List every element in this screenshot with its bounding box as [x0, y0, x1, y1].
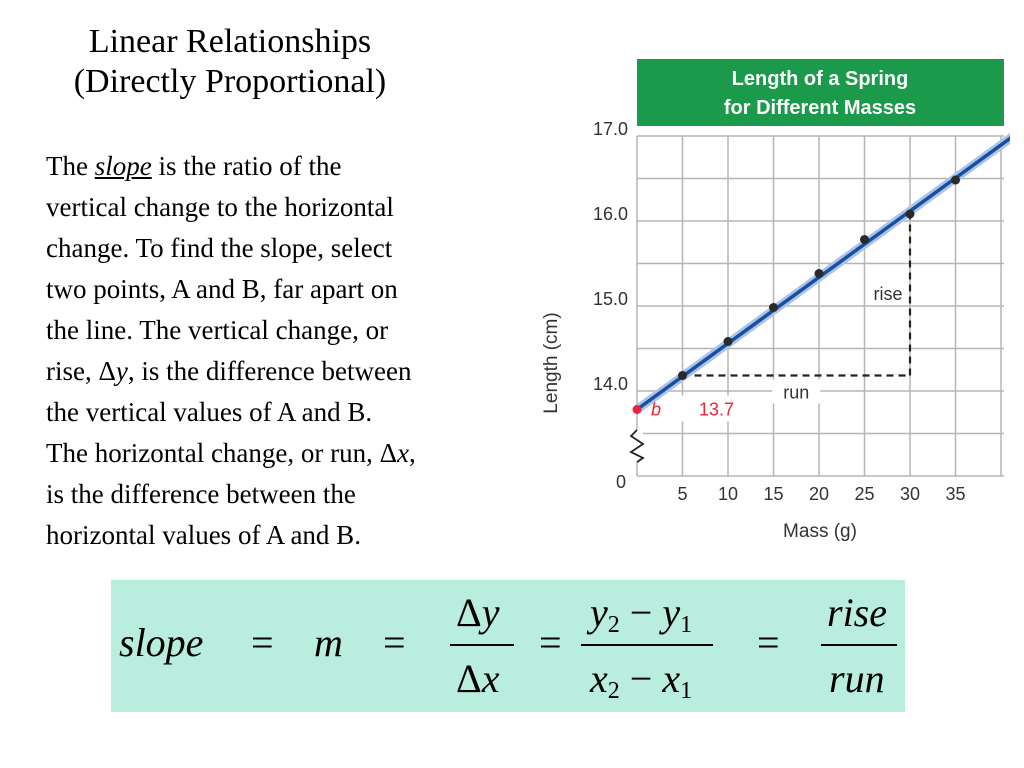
text-line-2: vertical change to the horizontal: [46, 192, 394, 222]
text-segment: is the ratio of the: [151, 151, 342, 181]
chart-title-line-2: for Different Masses: [723, 97, 917, 119]
x-axis-label: Mass (g): [783, 521, 857, 542]
var-x: x: [481, 656, 500, 701]
formula-delta-y: [456, 590, 500, 635]
minus-sign: [620, 656, 663, 701]
formula-equals-3: =: [539, 620, 562, 665]
formula-equals-2: =: [383, 620, 406, 665]
subscript: 1: [680, 678, 693, 704]
fraction-bar-2: [581, 644, 713, 646]
spring-length-chart: [540, 58, 1010, 558]
formula-y2-minus-y1: [590, 590, 693, 645]
x-tick-label: 25: [854, 484, 875, 504]
text-line-10: horizontal values of A and B.: [46, 520, 361, 550]
x-tick-label: 35: [945, 484, 966, 504]
intercept-symbol-label: b: [651, 399, 662, 420]
variable-x: x: [397, 438, 409, 468]
title-line-2: (Directly Proportional): [73, 63, 387, 100]
formula-equals-4: =: [757, 620, 780, 665]
text-line-7: the vertical values of A and B.: [46, 397, 373, 427]
zero-label: 0: [615, 472, 626, 492]
minus-symbol: −: [629, 590, 653, 635]
data-point: [724, 337, 733, 346]
text-segment: The horizontal change, or run, Δ: [46, 438, 397, 468]
slope-formula-box: [111, 580, 905, 712]
run-label: run: [783, 382, 810, 403]
formula-slope: slope: [119, 620, 204, 665]
delta-symbol: Δ: [456, 590, 482, 635]
text-segment: The: [46, 151, 95, 181]
formula-delta-x: [456, 656, 500, 701]
x-tick-label: 20: [808, 484, 830, 504]
var-x: x: [662, 656, 681, 701]
minus-symbol: −: [629, 656, 653, 701]
intercept-point: [633, 405, 642, 414]
text-segment: ,: [408, 438, 416, 468]
y-tick-label: 15.0: [592, 289, 628, 309]
fit-line-glow: [637, 114, 1010, 410]
formula-x2-minus-x1: [590, 656, 693, 711]
y-axis-label: Length (cm): [541, 312, 562, 414]
slide-title: [20, 22, 440, 102]
text-line-9: is the difference between the: [46, 479, 356, 509]
minus-sign: [620, 590, 663, 635]
text-line-6: [46, 351, 516, 392]
subscript: 1: [680, 612, 693, 638]
data-point: [815, 269, 824, 278]
formula-run: run: [829, 656, 885, 701]
text-segment: , is the difference between: [127, 356, 412, 386]
explanation-text: [46, 146, 516, 556]
x-tick-label: 10: [717, 484, 739, 504]
x-tick-label: 15: [763, 484, 784, 504]
slope-term: slope: [94, 151, 152, 181]
data-point: [860, 235, 869, 244]
x-tick-label: 5: [677, 484, 688, 504]
formula-m: m: [314, 620, 343, 665]
chart-title-line-1: Length of a Spring: [731, 68, 909, 90]
subscript: 2: [607, 678, 620, 704]
rise-label: rise: [873, 283, 903, 304]
y-tick-label: 14.0: [592, 374, 628, 394]
text-line-8: [46, 433, 516, 474]
text-line-5: the line. The vertical change, or: [46, 315, 389, 345]
variable-y: y: [115, 356, 128, 386]
var-x: x: [590, 656, 608, 701]
fraction-bar-3: [821, 644, 897, 646]
data-point: [906, 210, 915, 219]
formula-equals-1: =: [251, 620, 274, 665]
y-tick-label: 17.0: [592, 119, 628, 139]
subscript: 2: [607, 612, 620, 638]
fraction-bar-1: [450, 644, 514, 646]
data-point: [678, 371, 687, 380]
x-tick-label: 30: [899, 484, 921, 504]
text-line-4: two points, A and B, far apart on: [46, 274, 398, 304]
var-y: y: [481, 590, 500, 635]
text-line-1: [46, 146, 516, 187]
y-tick-label: 16.0: [592, 204, 628, 224]
formula-rise: rise: [827, 590, 887, 635]
var-y: y: [662, 590, 681, 635]
text-segment: rise, Δ: [46, 356, 116, 386]
delta-symbol: Δ: [456, 656, 482, 701]
text-line-3: change. To find the slope, select: [46, 233, 393, 263]
axis-break-symbol: [631, 430, 643, 462]
title-line-1: Linear Relationships: [88, 23, 372, 60]
data-point: [951, 176, 960, 185]
var-y: y: [590, 590, 608, 635]
intercept-value-label: 13.7: [699, 399, 735, 420]
data-point: [769, 303, 778, 312]
